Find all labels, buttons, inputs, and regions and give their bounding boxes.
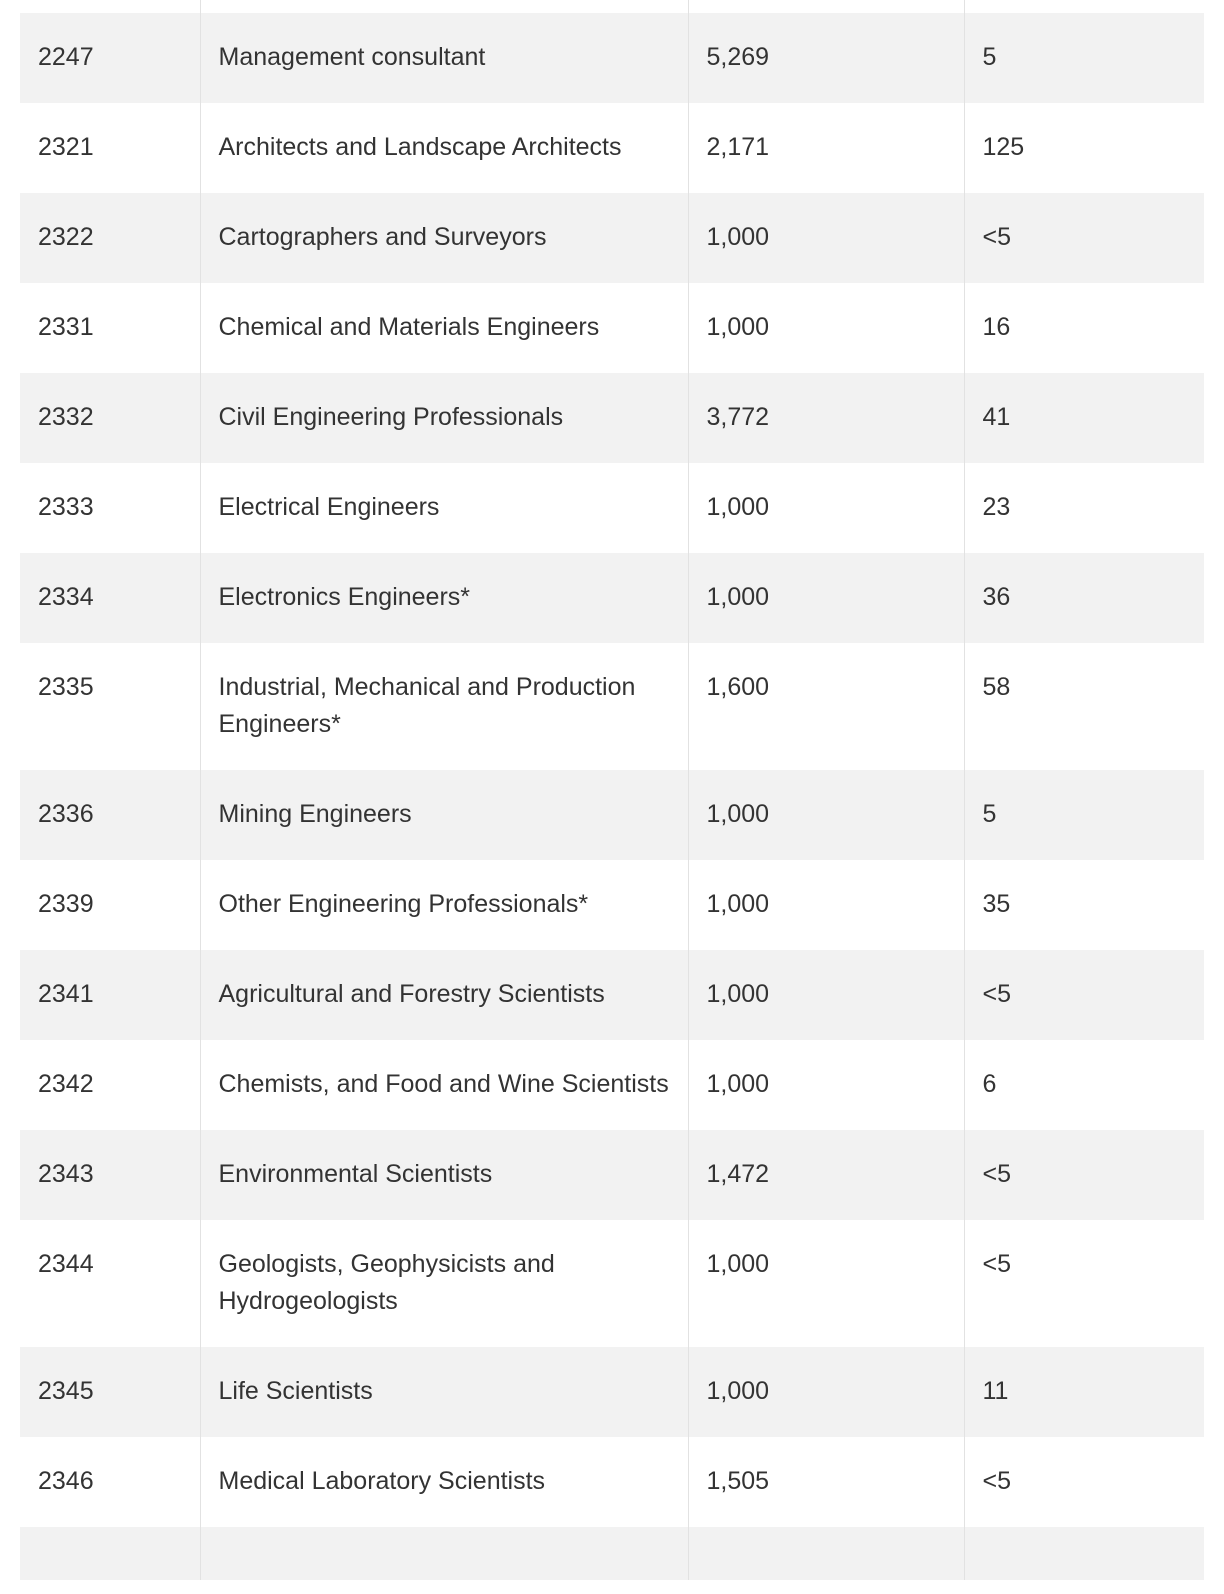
- occupation-name-cell: Chemical and Materials Engineers: [200, 283, 688, 373]
- occupation-name-cell: Industrial, Mechanical and Production Engineers*: [200, 643, 688, 770]
- occupation-code-cell: 2322: [20, 193, 200, 283]
- occupation-name-cell: Management consultant: [200, 13, 688, 103]
- value-cell: 1,000: [688, 860, 964, 950]
- occupation-code-cell: 2334: [20, 553, 200, 643]
- occupation-name-cell: Chemists, and Food and Wine Scientists: [200, 1040, 688, 1130]
- table-row: [20, 950, 1204, 1040]
- table-row: [20, 770, 1204, 860]
- table-row: [20, 643, 1204, 770]
- table-row: [20, 13, 1204, 103]
- occupation-name-cell: Mining Engineers: [200, 770, 688, 860]
- occupation-table: [20, 0, 1204, 1580]
- occupation-name-cell: [200, 1527, 688, 1580]
- table-top-spacer: [20, 0, 1204, 13]
- occupation-code-cell: 2341: [20, 950, 200, 1040]
- table-row: [20, 860, 1204, 950]
- value-cell: 1,000: [688, 553, 964, 643]
- table-row: [20, 373, 1204, 463]
- occupation-name-cell: Cartographers and Surveyors: [200, 193, 688, 283]
- occupation-code-cell: 2344: [20, 1220, 200, 1347]
- occupation-code-cell: 2335: [20, 643, 200, 770]
- value-cell: 1,000: [688, 1040, 964, 1130]
- occupation-code-cell: 2333: [20, 463, 200, 553]
- value-cell: 1,000: [688, 950, 964, 1040]
- occupation-code-cell: 2342: [20, 1040, 200, 1130]
- occupation-name-cell: Medical Laboratory Scientists: [200, 1437, 688, 1527]
- value-cell: 1,000: [688, 1220, 964, 1347]
- occupation-code-cell: 2247: [20, 13, 200, 103]
- count-cell: <5: [964, 1437, 1204, 1527]
- occupation-code-cell: 2339: [20, 860, 200, 950]
- table-row: [20, 283, 1204, 373]
- value-cell: 1,505: [688, 1437, 964, 1527]
- count-cell: [964, 1527, 1204, 1580]
- occupation-name-cell: Civil Engineering Professionals: [200, 373, 688, 463]
- occupation-name-cell: Electronics Engineers*: [200, 553, 688, 643]
- occupation-name-cell: Architects and Landscape Architects: [200, 103, 688, 193]
- table-row: [20, 193, 1204, 283]
- occupation-table-body: [20, 0, 1204, 1580]
- value-cell: 1,600: [688, 643, 964, 770]
- occupation-table-container: [20, 0, 1204, 1580]
- count-cell: 36: [964, 553, 1204, 643]
- occupation-code-cell: 2331: [20, 283, 200, 373]
- table-row: [20, 1220, 1204, 1347]
- occupation-code-cell: 2346: [20, 1437, 200, 1527]
- occupation-code-cell: 2332: [20, 373, 200, 463]
- value-cell: 3,772: [688, 373, 964, 463]
- occupation-code-cell: 2336: [20, 770, 200, 860]
- count-cell: 6: [964, 1040, 1204, 1130]
- occupation-name-cell: Other Engineering Professionals*: [200, 860, 688, 950]
- count-cell: <5: [964, 1220, 1204, 1347]
- count-cell: 125: [964, 103, 1204, 193]
- table-row: [20, 1437, 1204, 1527]
- value-cell: 1,472: [688, 1130, 964, 1220]
- count-cell: 23: [964, 463, 1204, 553]
- value-cell: 1,000: [688, 193, 964, 283]
- occupation-name-cell: Life Scientists: [200, 1347, 688, 1437]
- count-cell: 58: [964, 643, 1204, 770]
- count-cell: <5: [964, 193, 1204, 283]
- count-cell: 41: [964, 373, 1204, 463]
- count-cell: 16: [964, 283, 1204, 373]
- count-cell: 5: [964, 13, 1204, 103]
- table-row: [20, 103, 1204, 193]
- count-cell: 35: [964, 860, 1204, 950]
- occupation-code-cell: 2343: [20, 1130, 200, 1220]
- occupation-name-cell: Electrical Engineers: [200, 463, 688, 553]
- occupation-code-cell: [20, 1527, 200, 1580]
- count-cell: <5: [964, 1130, 1204, 1220]
- count-cell: <5: [964, 950, 1204, 1040]
- table-row: [20, 1527, 1204, 1580]
- value-cell: [688, 1527, 964, 1580]
- occupation-name-cell: Geologists, Geophysicists and Hydrogeologists: [200, 1220, 688, 1347]
- table-row: [20, 1130, 1204, 1220]
- occupation-code-cell: 2321: [20, 103, 200, 193]
- table-row: [20, 463, 1204, 553]
- value-cell: 1,000: [688, 770, 964, 860]
- occupation-name-cell: Agricultural and Forestry Scientists: [200, 950, 688, 1040]
- value-cell: 1,000: [688, 283, 964, 373]
- occupation-name-cell: Environmental Scientists: [200, 1130, 688, 1220]
- table-row: [20, 1040, 1204, 1130]
- value-cell: 2,171: [688, 103, 964, 193]
- value-cell: 1,000: [688, 1347, 964, 1437]
- occupation-code-cell: 2345: [20, 1347, 200, 1437]
- count-cell: 11: [964, 1347, 1204, 1437]
- count-cell: 5: [964, 770, 1204, 860]
- table-row: [20, 553, 1204, 643]
- value-cell: 1,000: [688, 463, 964, 553]
- table-row: [20, 1347, 1204, 1437]
- value-cell: 5,269: [688, 13, 964, 103]
